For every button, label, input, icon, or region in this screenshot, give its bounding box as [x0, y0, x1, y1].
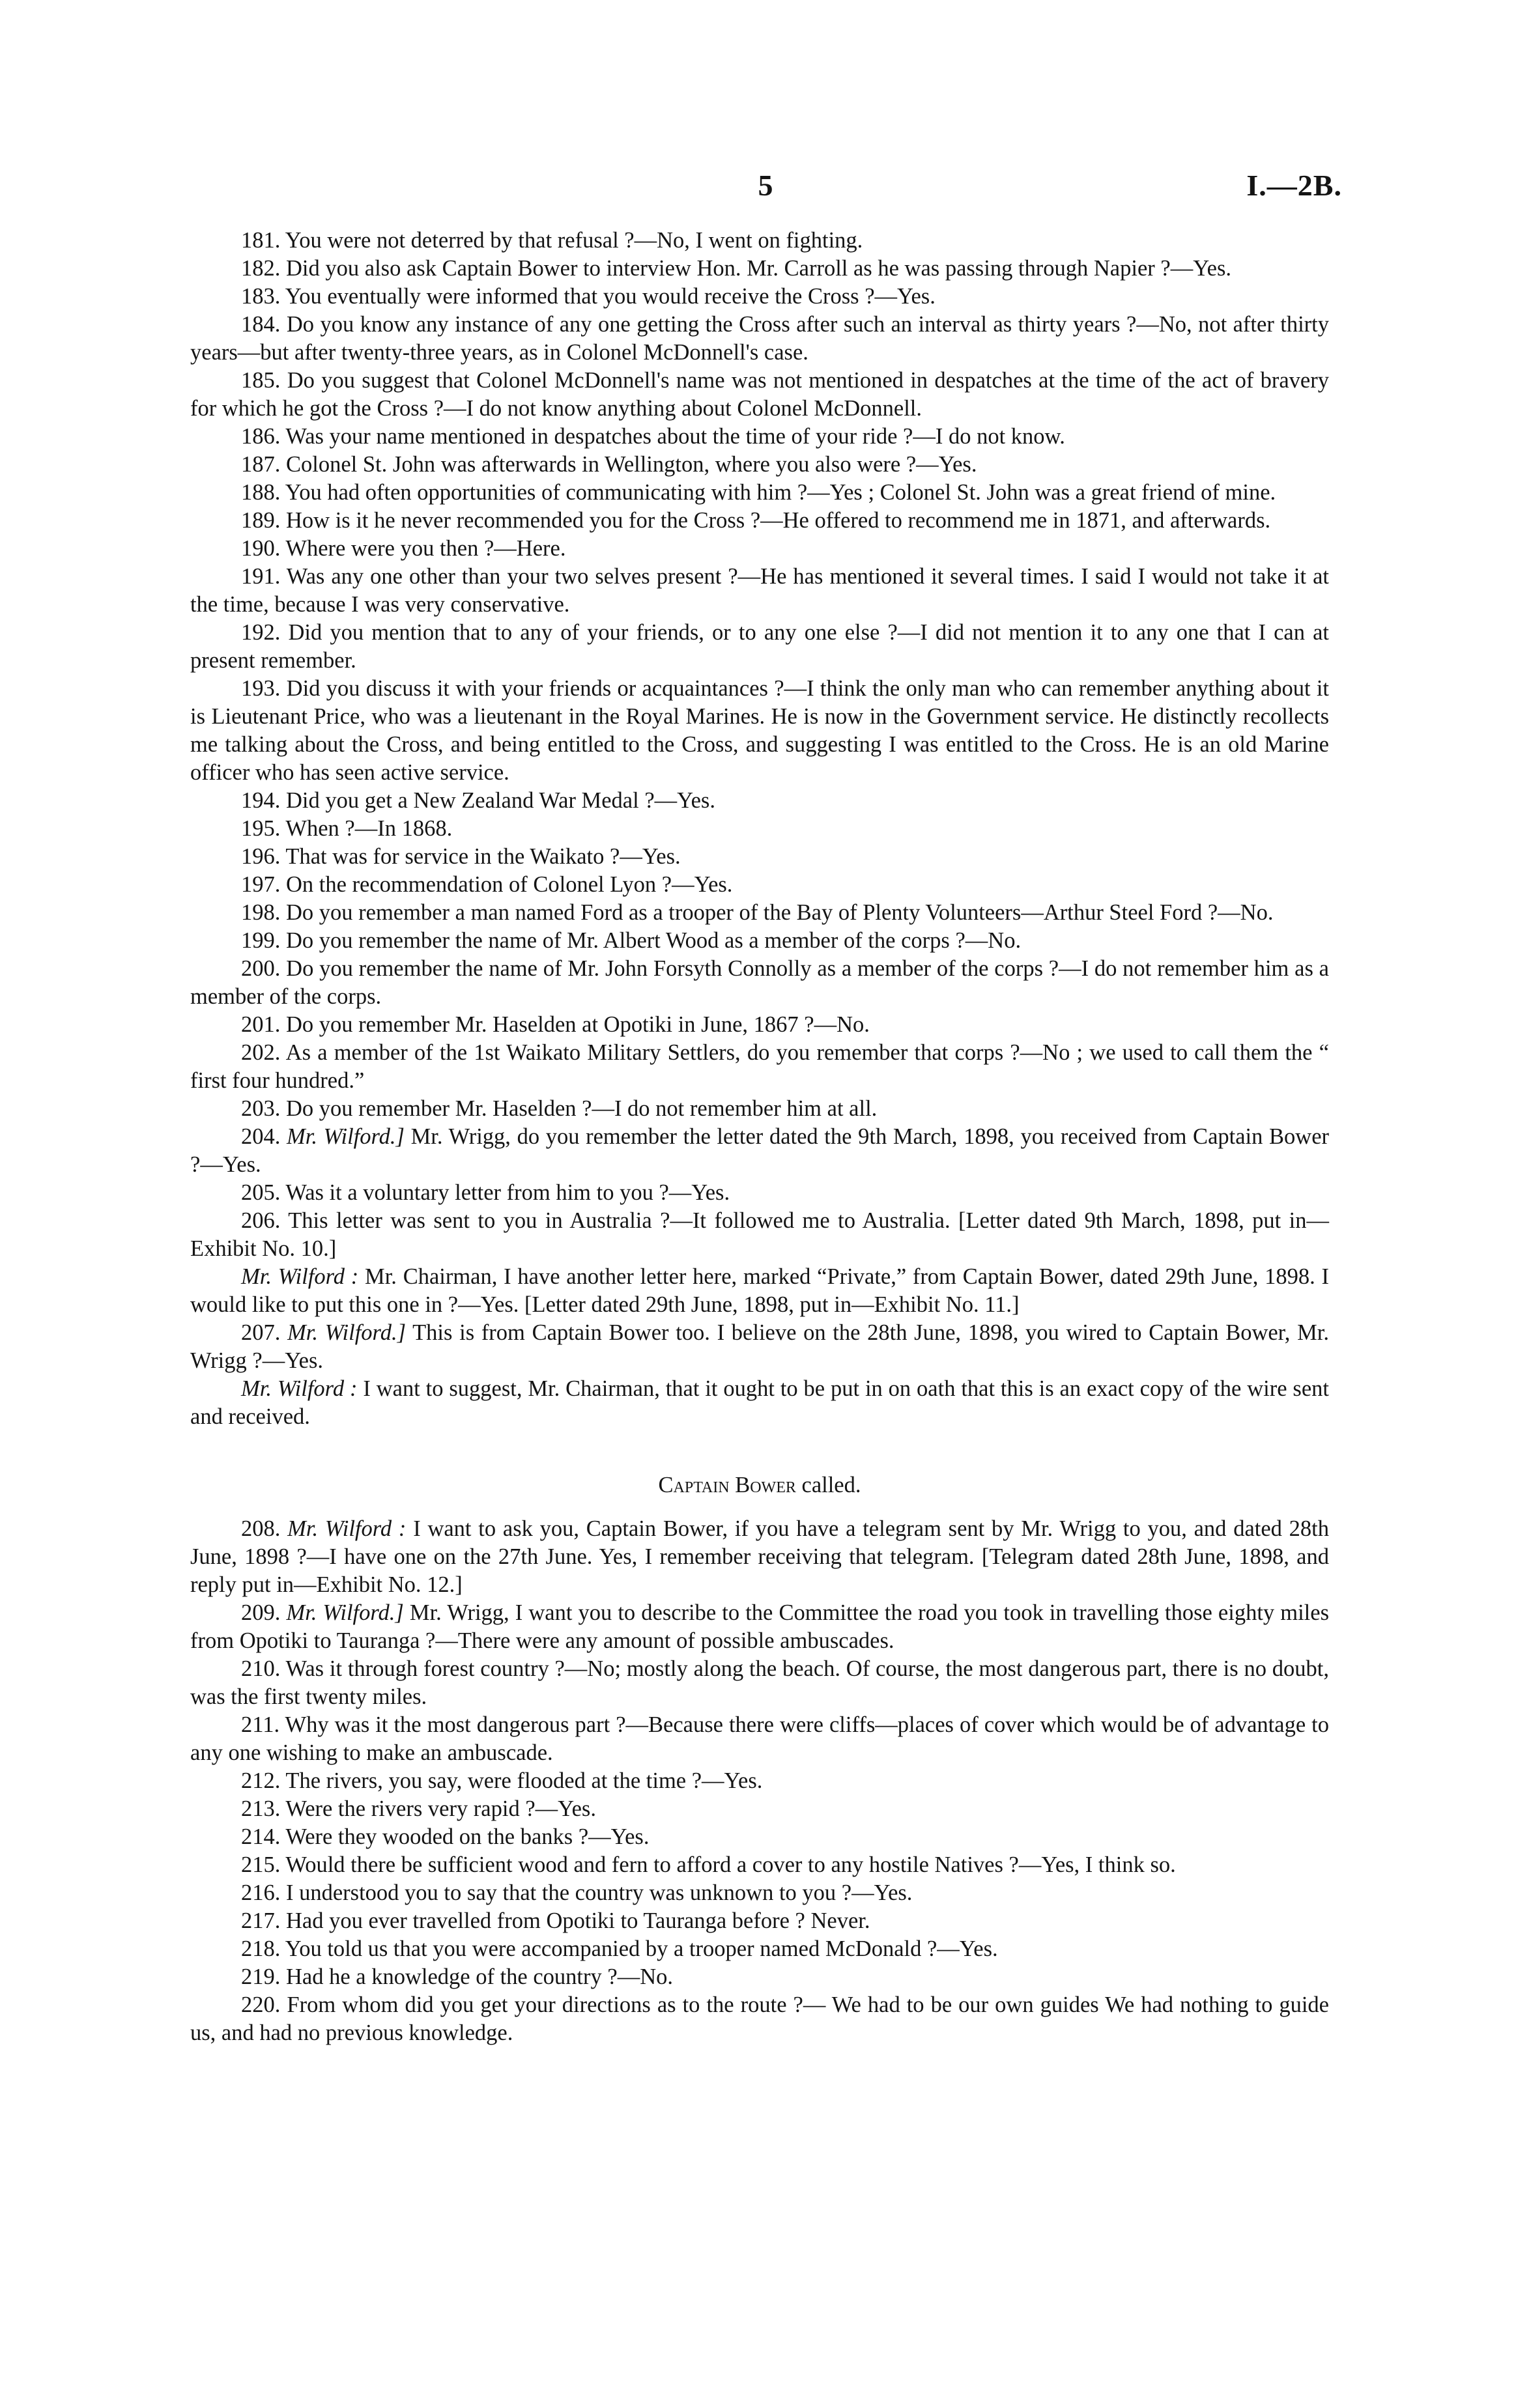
question-paragraph [190, 843, 1329, 871]
question-paragraph [190, 423, 1329, 451]
question-text: This letter was sent to you in Australia ?—It followed me to Australia. [Letter dated 9th March, 1898, put in—Exhibit No. 10.] [190, 1208, 1329, 1261]
question-paragraph [190, 619, 1329, 675]
question-number: 200. [241, 956, 281, 981]
question-text: This is from Captain Bower too. I believe on the 28th June, 1898, you wired to Captain Bower, Mr. Wrigg ?—Yes. [190, 1320, 1329, 1373]
question-number: 219. [241, 1964, 281, 1989]
question-text: That was for service in the Waikato ?—Yes. [285, 844, 681, 869]
speaker-name: Mr. Wilford : [241, 1264, 359, 1289]
question-number: 203. [241, 1096, 281, 1121]
question-text: From whom did you get your directions as to the route ?— We had to be our own guides We had nothing to guide us, and had no previous knowledge. [190, 1992, 1329, 2045]
question-text: Do you know any instance of any one getting the Cross after such an interval as thirty years ?—No, not after thirty years—but after twenty-three years, as in Colonel McDonnell's case. [190, 312, 1330, 365]
question-number: 198. [241, 900, 281, 925]
question-paragraph [190, 1767, 1329, 1795]
question-number: 194. [241, 788, 281, 813]
question-text: Was your name mentioned in despatches about the time of your ride ?—I do not know. [285, 424, 1065, 449]
question-text: I understood you to say that the country was unknown to you ?—Yes. [286, 1880, 913, 1905]
question-paragraph [190, 1319, 1329, 1375]
question-text: Do you remember the name of Mr. Albert Wood as a member of the corps ?—No. [286, 928, 1022, 953]
question-text: Mr. Wrigg, I want you to describe to the Committee the road you took in travelling those eighty miles from Opotiki to Tauranga ?—There were any amount of possible ambuscades. [190, 1600, 1329, 1653]
question-number: 187. [241, 452, 281, 477]
question-number: 185. [241, 368, 281, 393]
question-paragraph [190, 563, 1329, 619]
question-number: 192. [241, 620, 281, 645]
question-text: Do you remember the name of Mr. John Forsyth Connolly as a member of the corps ?—I do not remember him as a member of the corps. [190, 956, 1329, 1009]
speaker-name: Mr. Wilford.] [287, 1320, 407, 1345]
minutes-of-evidence-part-1 [190, 227, 1329, 1431]
question-text: Were the rivers very rapid ?—Yes. [285, 1796, 596, 1821]
speaker-name: Mr. Wilford : [287, 1516, 407, 1541]
question-number: 201. [241, 1012, 281, 1037]
question-number: 199. [241, 928, 281, 953]
question-number: 193. [241, 676, 281, 701]
question-number: 209. [241, 1600, 281, 1625]
question-paragraph [190, 1795, 1329, 1823]
question-text: I want to suggest, Mr. Chairman, that it ought to be put in on oath that this is an exact copy of the wire sent and received. [190, 1376, 1329, 1429]
question-text: How is it he never recommended you for the Cross ?—He offered to recommend me in 1871, and afterwards. [286, 508, 1271, 533]
question-number: 202. [241, 1040, 281, 1065]
question-text: Do you remember a man named Ford as a trooper of the Bay of Plenty Volunteers—Arthur Steel Ford ?—No. [286, 900, 1274, 925]
question-paragraph [190, 1963, 1329, 1991]
question-paragraph [190, 1375, 1329, 1431]
question-number: 181. [241, 228, 281, 253]
question-paragraph [190, 535, 1329, 563]
question-paragraph [190, 1879, 1329, 1907]
question-text: Did you also ask Captain Bower to interview Hon. Mr. Carroll as he was passing through Napier ?—Yes. [286, 256, 1232, 281]
question-paragraph [190, 1599, 1329, 1655]
question-text: You were not deterred by that refusal ?—No, I went on fighting. [285, 228, 863, 253]
question-number: 188. [241, 480, 281, 505]
question-number: 218. [241, 1936, 281, 1961]
question-paragraph [190, 787, 1329, 815]
question-text: Do you remember Mr. Haselden ?—I do not remember him at all. [286, 1096, 878, 1121]
question-paragraph [190, 1011, 1329, 1039]
question-text: Mr. Wrigg, do you remember the letter dated the 9th March, 1898, you received from Captain Bower ?—Yes. [190, 1124, 1329, 1177]
question-paragraph [190, 955, 1329, 1011]
question-paragraph [190, 311, 1329, 367]
question-paragraph [190, 479, 1329, 507]
question-paragraph [190, 1851, 1329, 1879]
question-number: 190. [241, 536, 281, 561]
question-number: 211. [241, 1712, 280, 1737]
question-text: You had often opportunities of communicating with him ?—Yes ; Colonel St. John was a great friend of mine. [285, 480, 1276, 505]
minutes-of-evidence-part-2 [190, 1515, 1329, 2047]
question-text: You eventually were informed that you would receive the Cross ?—Yes. [285, 284, 936, 309]
question-paragraph [190, 1655, 1329, 1711]
question-number: 207. [241, 1320, 281, 1345]
question-paragraph [190, 1515, 1329, 1599]
speaker-name: Mr. Wilford : [241, 1376, 358, 1401]
question-number: 206. [241, 1208, 281, 1233]
question-text: Colonel St. John was afterwards in Wellington, where you also were ?—Yes. [286, 452, 977, 477]
question-text: Would there be sufficient wood and fern to afford a cover to any hostile Natives ?—Yes, I think so. [285, 1852, 1176, 1877]
question-paragraph [190, 1039, 1329, 1095]
question-text: Was any one other than your two selves present ?—He has mentioned it several times. I said I would not take it at the time, because I was very conservative. [190, 564, 1329, 617]
question-number: 197. [241, 872, 281, 897]
question-text: Where were you then ?—Here. [285, 536, 566, 561]
question-paragraph [190, 675, 1329, 787]
question-text: Do you suggest that Colonel McDonnell's name was not mentioned in despatches at the time of the act of bravery for which he got the Cross ?—I do not know anything about Colonel McDonnell. [190, 368, 1329, 421]
question-number: 183. [241, 284, 281, 309]
question-paragraph [190, 1711, 1329, 1767]
question-number: 220. [241, 1992, 281, 2017]
paper-reference: I.—2B. [1246, 169, 1342, 202]
question-number: 208. [241, 1516, 281, 1541]
question-text: As a member of the 1st Waikato Military Settlers, do you remember that corps ?—No ; we used to call them the “ first four hundred.” [190, 1040, 1329, 1093]
question-paragraph [190, 1907, 1329, 1935]
question-paragraph [190, 1991, 1329, 2047]
question-number: 184. [241, 312, 281, 337]
question-text: Had he a knowledge of the country ?—No. [286, 1964, 673, 1989]
question-text: I want to ask you, Captain Bower, if you have a telegram sent by Mr. Wrigg to you, and dated 28th June, 1898 ?—I have one on the 27th June. Yes, I remember receiving that telegram. [Telegram dated 28th June, 1898, and reply put in—Exhibit No. 12.] [190, 1516, 1330, 1597]
question-number: 204. [241, 1124, 281, 1149]
question-text: Was it a voluntary letter from him to you ?—Yes. [285, 1180, 730, 1205]
question-paragraph [190, 1935, 1329, 1963]
question-text: Did you discuss it with your friends or acquaintances ?—I think the only man who can remember anything about it is Lieutenant Price, who was a lieutenant in the Royal Marines. He is now in the Government service. He distinctly recollects me talking about the Cross, and being entitled to the Cross, and suggesting I was entitled to the Cross. He is an old Marine officer who has seen active service. [190, 676, 1329, 785]
question-paragraph [190, 227, 1329, 255]
question-paragraph [190, 871, 1329, 899]
question-text: Did you get a New Zealand War Medal ?—Yes. [286, 788, 715, 813]
speaker-name: Mr. Wilford.] [286, 1600, 404, 1625]
question-text: When ?—In 1868. [285, 816, 453, 841]
question-text: Were they wooded on the banks ?—Yes. [285, 1824, 650, 1849]
question-number: 189. [241, 508, 281, 533]
question-number: 186. [241, 424, 281, 449]
question-number: 205. [241, 1180, 281, 1205]
question-text: Mr. Chairman, I have another letter here, marked “Private,” from Captain Bower, dated 29th June, 1898. I would like to put this one in ?—Yes. [Letter dated 29th June, 1898, put in—Exhibit No. 11.] [190, 1264, 1329, 1317]
question-text: You told us that you were accompanied by a trooper named McDonald ?—Yes. [285, 1936, 998, 1961]
document-body [190, 227, 1329, 2047]
question-number: 214. [241, 1824, 281, 1849]
question-paragraph [190, 1123, 1329, 1179]
question-paragraph [190, 927, 1329, 955]
question-text: The rivers, you say, were flooded at the time ?—Yes. [285, 1768, 763, 1793]
question-paragraph [190, 1179, 1329, 1207]
question-number: 217. [241, 1908, 281, 1933]
question-text: Do you remember Mr. Haselden at Opotiki in June, 1867 ?—No. [286, 1012, 870, 1037]
question-paragraph [190, 1095, 1329, 1123]
question-paragraph [190, 815, 1329, 843]
question-text: On the recommendation of Colonel Lyon ?—Yes. [286, 872, 733, 897]
speaker-name: Mr. Wilford.] [287, 1124, 405, 1149]
question-number: 216. [241, 1880, 281, 1905]
question-number: 210. [241, 1656, 281, 1681]
question-paragraph [190, 255, 1329, 283]
page-number: 5 [758, 169, 773, 202]
question-text: Had you ever travelled from Opotiki to Tauranga before ? Never. [286, 1908, 870, 1933]
question-text: Did you mention that to any of your friends, or to any one else ?—I did not mention it to any one that I can at present remember. [190, 620, 1330, 673]
question-number: 196. [241, 844, 281, 869]
witness-name: Captain Bower [658, 1473, 796, 1497]
question-paragraph [190, 1207, 1329, 1263]
section-heading [190, 1471, 1329, 1499]
question-text: Was it through forest country ?—No; mostly along the beach. Of course, the most dangerous part, there is no doubt, was the first twenty miles. [190, 1656, 1329, 1709]
question-number: 182. [241, 256, 281, 281]
question-paragraph [190, 451, 1329, 479]
question-number: 213. [241, 1796, 281, 1821]
question-paragraph [190, 367, 1329, 423]
question-number: 191. [241, 564, 281, 589]
question-paragraph [190, 507, 1329, 535]
question-number: 195. [241, 816, 281, 841]
question-paragraph [190, 283, 1329, 311]
question-number: 215. [241, 1852, 281, 1877]
question-paragraph [190, 1823, 1329, 1851]
question-number: 212. [241, 1768, 281, 1793]
question-paragraph [190, 899, 1329, 927]
witness-called: called. [801, 1473, 861, 1497]
question-text: Why was it the most dangerous part ?—Because there were cliffs—places of cover which would be of advantage to any one wishing to make an ambuscade. [190, 1712, 1329, 1765]
question-paragraph [190, 1263, 1329, 1319]
